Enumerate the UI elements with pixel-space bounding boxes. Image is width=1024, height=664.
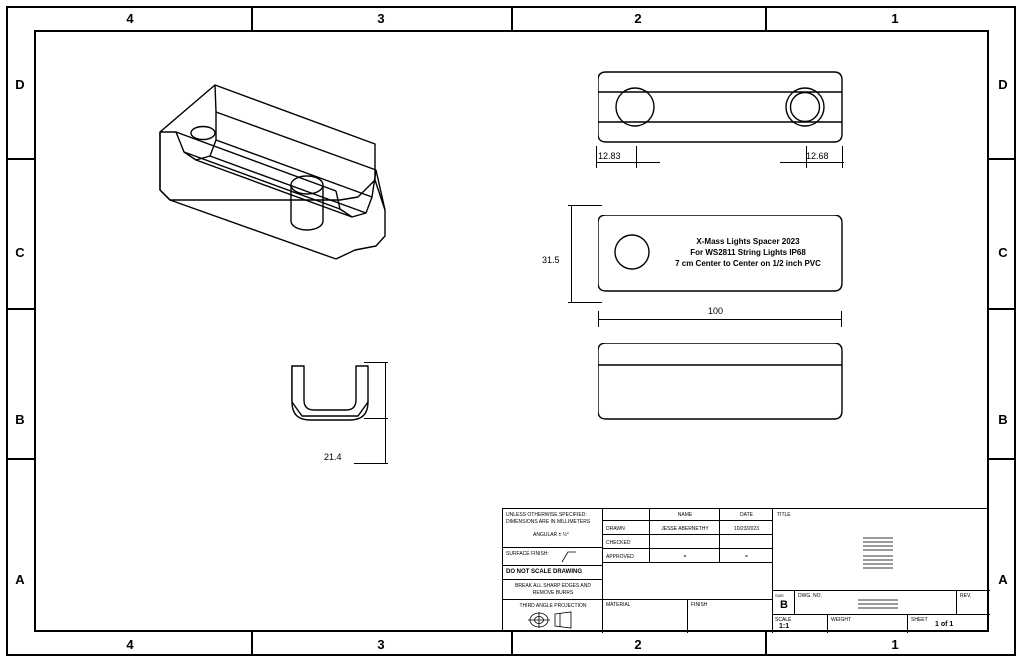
ext-line-section-bottom <box>364 418 388 419</box>
length-dimension <box>598 305 858 345</box>
dwg-no-label: DWG. NO. <box>798 593 822 599</box>
row-checked-role-label: CHECKED <box>606 540 631 546</box>
note-units: DIMENSIONS ARE IN MILLIMETERS <box>506 519 591 525</box>
title-thumb-2 <box>863 553 893 569</box>
dim-line-section-width <box>385 362 386 464</box>
bottom-view <box>598 343 848 433</box>
row-drawn-date-label: 10/23/2023 <box>733 526 760 532</box>
zone-tick-right-2 <box>989 308 1016 310</box>
ext-line-section-leader <box>354 463 388 464</box>
zone-label-left-a: A <box>15 572 25 587</box>
zone-label-top-1: 1 <box>891 11 899 26</box>
zone-tick-left-2 <box>6 308 34 310</box>
section-end-view <box>288 360 418 480</box>
zone-tick-left-1 <box>6 158 34 160</box>
size-value: B <box>780 599 788 611</box>
dim-line-length <box>598 319 842 320</box>
size-label: SIZE <box>775 593 784 598</box>
signoff-blank-header <box>603 509 650 521</box>
zone-label-bottom-2: 2 <box>634 637 642 652</box>
notes-div-1 <box>503 547 603 548</box>
notes-div-3 <box>503 579 603 580</box>
zone-label-right-b: B <box>998 412 1008 427</box>
scale-value: 1:1 <box>779 623 790 630</box>
zone-tick-bottom-1 <box>251 632 253 656</box>
material-label: MATERIAL <box>606 602 631 608</box>
surface-finish-symbol <box>561 551 577 563</box>
note-surface-finish: SURFACE FINISH: <box>506 551 549 557</box>
zone-tick-top-3 <box>765 6 767 30</box>
ext-line-section-top <box>364 362 388 363</box>
note-deburr-line2: REMOVE BURRS <box>532 590 574 596</box>
ext-line-height-top <box>568 205 602 206</box>
row-checked-date <box>720 535 773 549</box>
zone-label-bottom-4: 4 <box>126 637 134 652</box>
section-view-graphic <box>288 360 418 480</box>
finish-label: FINISH <box>691 602 708 608</box>
zone-tick-right-1 <box>989 158 1016 160</box>
dim-label-hole-left: 12.83 <box>598 151 621 161</box>
zone-label-left-d: D <box>15 77 25 92</box>
sheet-value: 1 of 1 <box>935 621 954 628</box>
part-text-line1: X-Mass Lights Spacer 2023 <box>696 237 800 246</box>
dim-label-hole-right: 12.68 <box>806 151 829 161</box>
title-block <box>502 508 989 632</box>
ext-line-height-bottom <box>568 302 602 303</box>
dim-label-length: 100 <box>708 306 724 316</box>
signoff-filler <box>603 563 773 599</box>
sheet-label: SHEET <box>911 617 928 623</box>
row-drawn-name-label: JESSE ABERNETHY <box>661 526 709 532</box>
zone-label-left-c: C <box>15 245 25 260</box>
notes-div-4 <box>503 599 603 600</box>
dim-label-section-width: 21.4 <box>324 452 342 462</box>
front-view <box>542 215 848 305</box>
ext-line-hole-right-2 <box>842 146 843 168</box>
zone-tick-top-1 <box>251 6 253 30</box>
zone-label-top-4: 4 <box>126 11 134 26</box>
ext-line-hole-left-2 <box>636 146 637 168</box>
zone-tick-bottom-3 <box>765 632 767 656</box>
row-approved-role-label: APPROVED <box>606 554 634 560</box>
dim-line-hole-right <box>780 162 844 163</box>
zone-label-right-c: C <box>998 245 1008 260</box>
bottom-view-graphic <box>598 343 848 433</box>
title-label: TITLE <box>777 512 791 518</box>
row-drawn-role-label: DRAWN <box>606 526 625 532</box>
isometric-view-graphic <box>140 60 400 270</box>
ext-line-length-left <box>598 311 599 327</box>
isometric-view <box>140 60 400 270</box>
zone-label-bottom-1: 1 <box>891 637 899 652</box>
zone-label-right-a: A <box>998 572 1008 587</box>
notes-div-2 <box>503 565 603 566</box>
note-do-not-scale: DO NOT SCALE DRAWING <box>506 569 582 575</box>
zone-tick-right-3 <box>989 458 1016 460</box>
row-approved-date-label: = <box>745 554 748 560</box>
title-thumb-1 <box>863 535 893 551</box>
ext-line-hole-left-1 <box>596 146 597 168</box>
zone-label-top-2: 2 <box>634 11 642 26</box>
zone-tick-left-3 <box>6 458 34 460</box>
zone-label-right-d: D <box>998 77 1008 92</box>
dim-label-height: 31.5 <box>542 255 560 265</box>
zone-label-bottom-3: 3 <box>377 637 385 652</box>
ext-line-length-right <box>841 311 842 327</box>
part-text-line2: For WS2811 String Lights IP68 <box>690 248 806 257</box>
date-header-label: DATE <box>740 512 753 518</box>
zone-tick-bottom-2 <box>511 632 513 656</box>
third-angle-projection-symbol <box>527 610 579 630</box>
note-angular-tolerance: ANGULAR ± ½° <box>533 532 569 538</box>
rev-label: REV. <box>960 593 972 599</box>
scale-label: SCALE <box>775 617 792 623</box>
top-view <box>598 62 848 172</box>
zone-label-top-3: 3 <box>377 11 385 26</box>
note-deburr-line1: BREAK ALL SHARP EDGES AND <box>515 583 591 589</box>
row-approved-name-label: = <box>683 554 687 560</box>
zone-label-left-b: B <box>15 412 25 427</box>
part-text-line3: 7 cm Center to Center on 1/2 inch PVC <box>675 259 821 268</box>
zone-tick-top-2 <box>511 6 513 30</box>
dim-line-height <box>571 205 572 303</box>
name-header-label: NAME <box>677 512 693 518</box>
row-checked-name <box>650 535 720 549</box>
dim-line-hole-left <box>596 162 660 163</box>
note-unless-specified: UNLESS OTHERWISE SPECIFIED: <box>506 512 587 518</box>
weight-label: WEIGHT <box>831 617 851 623</box>
note-projection: THIRD ANGLE PROJECTION <box>519 603 587 609</box>
